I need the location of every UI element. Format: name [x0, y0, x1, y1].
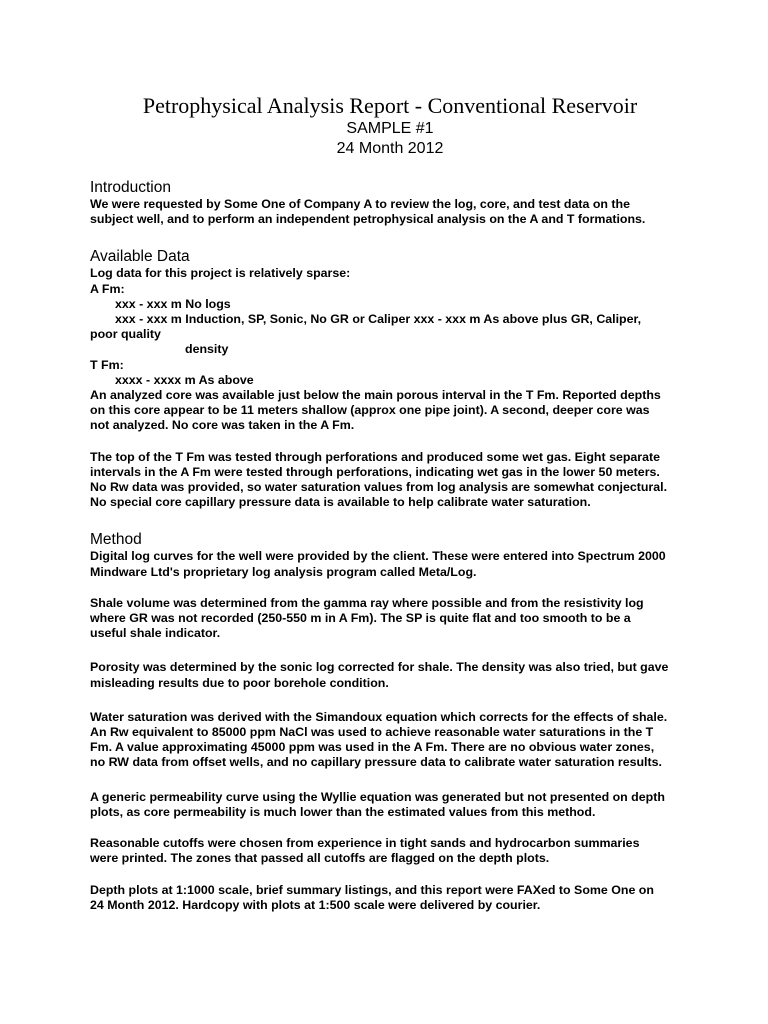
method-paragraph-delivery [90, 883, 690, 913]
introduction-paragraph [90, 197, 690, 227]
text-line: An analyzed core was available just below the main porous interval in the T Fm. Reported depths [90, 388, 661, 403]
available-data-paragraph [90, 266, 690, 433]
text-line: no RW data from offset wells, and no capillary pressure data to calibrate water saturation results. [90, 755, 662, 770]
report-page [90, 92, 690, 913]
text-line: A generic permeability curve using the Wyllie equation was generated but not presented on depth [90, 789, 665, 804]
text-line: 24 Month 2012. Hardcopy with plots at 1:500 scale were delivered by courier. [90, 897, 541, 912]
text-line: where GR was not recorded (250-550 m in A Fm). The SP is quite flat and too smooth to be a [90, 611, 631, 626]
text-line: xxx - xxx m Induction, SP, Sonic, No GR or Caliper xxx - xxx m As above plus GR, Caliper, [115, 312, 642, 327]
sample-label: SAMPLE #1 [346, 120, 434, 137]
text-line: No Rw data was provided, so water saturation values from log analysis are somewhat conjectural. [90, 480, 668, 495]
text-line: useful shale indicator. [90, 626, 221, 641]
available-data-heading: Available Data [90, 248, 190, 266]
text-line: An Rw equivalent to 85000 ppm NaCl was used to achieve reasonable water saturations in the T [90, 725, 654, 740]
testing-paragraph [90, 450, 690, 511]
method-paragraph-permeability [90, 790, 690, 820]
text-line: Digital log curves for the well were provided by the client. These were entered into Spectrum 2000 [90, 549, 666, 564]
text-line: Fm. A value approximating 45000 ppm was used in the A Fm. There are no obvious water zones, [90, 740, 655, 755]
text-line: Shale volume was determined from the gamma ray where possible and from the resistivity log [90, 595, 644, 610]
text-line: density [185, 342, 229, 357]
text-line: on this core appear to be 11 meters shallow (approx one pipe joint). A second, deeper core was [90, 403, 650, 418]
method-paragraph-shale-volume [90, 596, 690, 642]
text-line: Mindware Ltd's proprietary log analysis program called Meta/Log. [90, 564, 477, 579]
text-line: The top of the T Fm was tested through perforations and produced some wet gas. Eight separate [90, 449, 661, 464]
text-line: xxx - xxx m No logs [115, 296, 231, 311]
text-line: Porosity was determined by the sonic log corrected for shale. The density was also tried, but gave [90, 660, 669, 675]
introduction-heading: Introduction [90, 179, 171, 196]
method-paragraph-porosity [90, 660, 690, 690]
report-title: Petrophysical Analysis Report - Conventional Reservoir [142, 93, 638, 118]
text-line: T Fm: [90, 357, 124, 372]
text-line: Depth plots at 1:1000 scale, brief summary listings, and this report were FAXed to Some One on [90, 882, 654, 897]
method-heading: Method [90, 531, 142, 549]
text-line: were printed. The zones that passed all cutoffs are flagged on the depth plots. [90, 851, 550, 866]
text-line: intervals in the A Fm were tested through perforations, indicating wet gas in the lower 50 meters. [90, 464, 660, 479]
method-paragraph-cutoffs [90, 836, 690, 866]
text-line: subject well, and to perform an independent petrophysical analysis on the A and T formations. [90, 212, 646, 227]
text-line: not analyzed. No core was taken in the A Fm. [90, 418, 355, 433]
text-line: xxxx - xxxx m As above [115, 372, 254, 387]
method-paragraph-water-saturation [90, 710, 690, 771]
text-line: Log data for this project is relatively sparse: [90, 266, 351, 281]
text-line: Water saturation was derived with the Simandoux equation which corrects for the effects of shale. [90, 709, 668, 724]
report-date: 24 Month 2012 [336, 140, 444, 157]
text-line: No special core capillary pressure data is available to help calibrate water saturation. [90, 495, 591, 510]
text-line: misleading results due to poor borehole condition. [90, 675, 389, 690]
text-line: A Fm: [90, 281, 125, 296]
text-line: plots, as core permeability is much lower than the estimated values from this method. [90, 804, 596, 819]
text-line: poor quality [90, 327, 161, 342]
text-line: We were requested by Some One of Company A to review the log, core, and test data on the [90, 197, 631, 211]
method-paragraph-log-curves [90, 549, 690, 579]
text-line: Reasonable cutoffs were chosen from experience in tight sands and hydrocarbon summaries [90, 836, 640, 851]
